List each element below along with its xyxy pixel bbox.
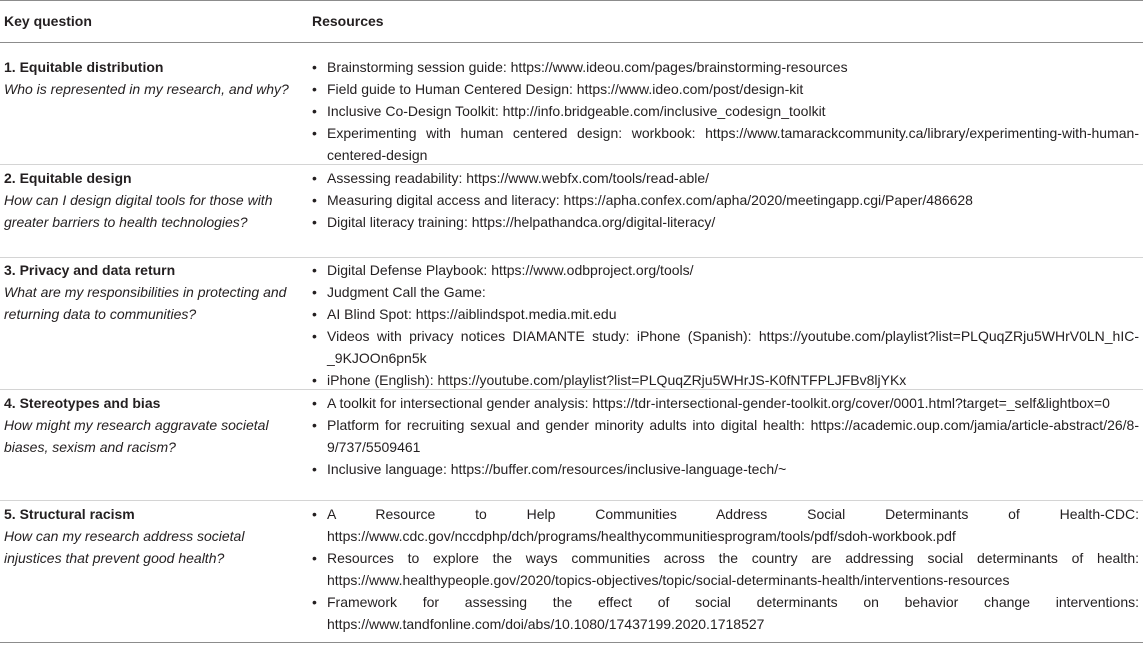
row-question: What are my responsibilities in protecting and returning data to communities? [4,284,287,322]
resource-item[interactable]: • iPhone (English): https://youtube.com/playlist?list=PLQuqZRju5WHrJS-K0fNTFPLJFBv8ljYKx [312,369,1139,391]
key-question-cell [4,392,294,458]
resource-item[interactable]: • Digital Defense Playbook: https://www.odbproject.org/tools/ [312,259,1139,281]
header-resources: Resources [312,13,384,29]
resource-item[interactable]: • Experimenting with human centered design: workbook: https://www.tamarackcommunity.ca/library/experimenting-with-human-centered-design [312,122,1139,166]
resource-item[interactable]: • Framework for assessing the effect of social determinants on behavior change interventions: https://www.tandfonline.com/doi/abs/10.1080/17437199.2020.1718527 [312,591,1139,635]
resource-item[interactable]: • Digital literacy training: https://helpathandca.org/digital-literacy/ [312,211,1139,233]
row-divider [0,389,1143,390]
key-question-cell [4,259,294,325]
row-question: How might my research aggravate societal biases, sexism and racism? [4,417,269,455]
row-title: 3. Privacy and data return [4,262,176,278]
key-question-cell [4,167,294,233]
resource-item[interactable]: • Judgment Call the Game: [312,281,1139,303]
resource-item[interactable]: • Platform for recruiting sexual and gender minority adults into digital health: https://academic.oup.com/jamia/article-abstract/26/8-9/737/5509461 [312,414,1139,458]
resource-item[interactable]: • Resources to explore the ways communities across the country are addressing social determinants of health: https://www.healthypeople.gov/2020/topics-objectives/topic/social-determinants-health/interventions-resources [312,547,1139,591]
resources-list [312,167,1139,233]
resource-item[interactable]: • A Resource to Help Communities Address Social Determinants of Health-CDC: https://www.cdc.gov/nccdphp/dch/programs/healthycommunitiesprogram/tools/pdf/sdoh-workbook.pdf [312,503,1139,547]
resource-item[interactable]: • A toolkit for intersectional gender analysis: https://tdr-intersectional-gender-toolkit.org/cover/0001.html?target=_self&lightbox=0 [312,392,1139,414]
table-bottom-rule [0,642,1143,643]
resources-list [312,503,1139,635]
row-title: 2. Equitable design [4,170,132,186]
row-divider [0,257,1143,258]
resource-item[interactable]: • Videos with privacy notices DIAMANTE study: iPhone (Spanish): https://youtube.com/playlist?list=PLQuqZRju5WHrV0LN_hIC-_9KJOOn6pn5k [312,325,1139,369]
table-top-rule [0,0,1143,1]
resource-item[interactable]: • Inclusive Co-Design Toolkit: http://info.bridgeable.com/inclusive_codesign_toolkit [312,100,1139,122]
resource-item[interactable]: • Measuring digital access and literacy: https://apha.confex.com/apha/2020/meetingapp.cgi/Paper/486628 [312,189,1139,211]
header-rule [0,42,1143,43]
row-title: 4. Stereotypes and bias [4,395,161,411]
resource-item[interactable]: • AI Blind Spot: https://aiblindspot.media.mit.edu [312,303,1139,325]
resource-item[interactable]: • Brainstorming session guide: https://www.ideou.com/pages/brainstorming-resources [312,56,1139,78]
resources-list [312,56,1139,166]
key-question-cell [4,56,294,100]
row-title: 5. Structural racism [4,506,135,522]
row-question: Who is represented in my research, and why? [4,81,289,97]
key-question-cell [4,503,294,569]
row-question: How can my research address societal injustices that prevent good health? [4,528,245,566]
resources-list [312,392,1139,480]
row-divider [0,500,1143,501]
resource-item[interactable]: • Assessing readability: https://www.webfx.com/tools/read-able/ [312,167,1139,189]
row-divider [0,164,1143,165]
header-key-question: Key question [4,13,92,29]
row-title: 1. Equitable distribution [4,59,164,75]
row-question: How can I design digital tools for those with greater barriers to health technologies? [4,192,273,230]
resources-list [312,259,1139,391]
resource-item[interactable]: • Field guide to Human Centered Design: https://www.ideo.com/post/design-kit [312,78,1139,100]
resource-item[interactable]: • Inclusive language: https://buffer.com/resources/inclusive-language-tech/~ [312,458,1139,480]
